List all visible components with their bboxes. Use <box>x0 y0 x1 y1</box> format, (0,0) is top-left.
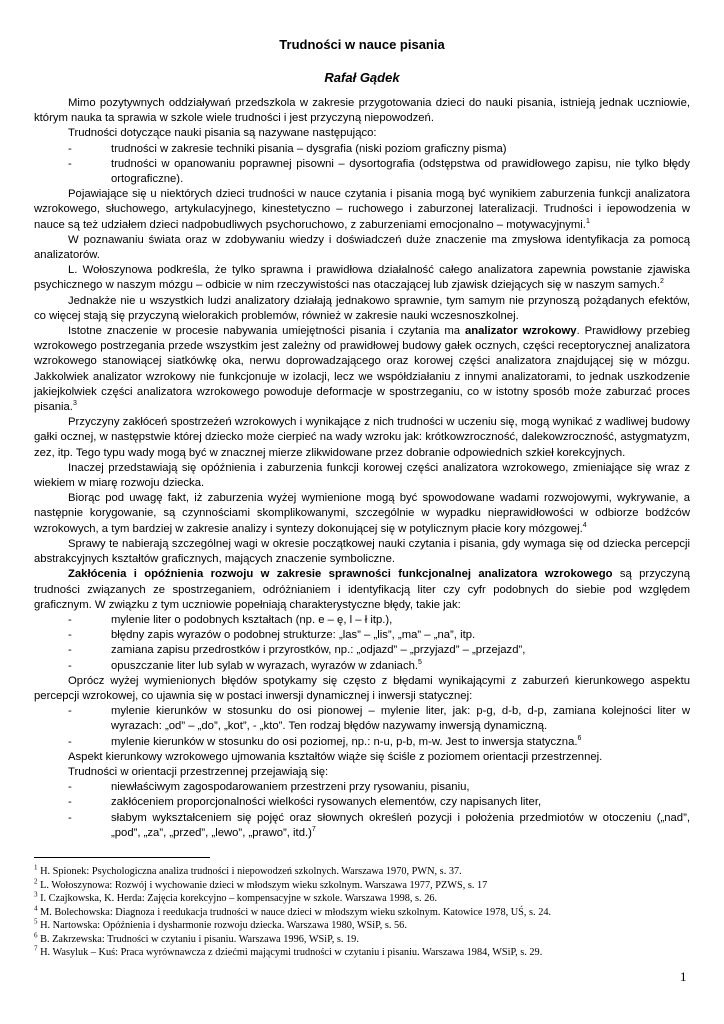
footnote-ref: 4 <box>582 521 587 529</box>
footnote: $^6$ B. Zakrzewska: Trudności w czytaniu i pisaniu. Warszawa 1996, WSiP, s. 19. <box>34 931 359 945</box>
page-number: 1 <box>680 969 687 984</box>
footnote-ref: 3 <box>72 400 77 408</box>
list-item: - trudności w opanowaniu poprawnej pisowni – dysortografia (odstępstwa od prawidłowego zapisu, nie tylko błędy ortograficzne). <box>34 157 690 187</box>
paragraph: Sprawy te nabierają szczególnej wagi w okresie początkowej nauki czytania i pisania, gdy wymaga się od dziecka percepcji abstrakcyjnych kształtów graficznych, mających znaczenie symboliczne. <box>34 537 690 566</box>
footnote: $^7$ H. Wasyluk – Kuś: Praca wyrównawcza z dziećmi mającymi trudności w czytaniu i pisaniu. Warszawa 1984, WSiP, s. 29. <box>34 944 543 958</box>
list-item: - mylenie kierunków w stosunku do osi poziomej, np.: n-u, p-b, m-w. Jest to inwersja statyczna.$^6$ <box>34 735 690 750</box>
list-item: - niewłaściwym zagospodarowaniem przestrzeni przy rysowaniu, pisaniu, <box>34 780 690 795</box>
paragraph: Aspekt kierunkowy wzrokowego ujmowania kształtów wiąże się ściśle z poziomem orientacji przestrzennej. <box>68 750 603 763</box>
list-item: - trudności w zakresie techniki pisania – dysgrafia (niski poziom graficzny pisma) <box>34 142 690 157</box>
footnote-number: 5 <box>34 917 38 926</box>
paragraph: Jednakże nie u wszystkich ludzi analizatory działają jednakowo sprawnie, tym samym nie przynoszą pożądanych efektów, co więcej stają się przyczyną wielorakich problemów, również w zakresie nauki wczesnoszkolnej. <box>34 294 690 322</box>
paragraph: L. Wołoszynowa podkreśla, że tylko sprawna i prawidłowa działalność całego analizatora zapewnia powstanie zjawiska psychicznego w naszym mózgu – odbicie w nim rzeczywistości nas otaczającej lub zjawisk dziejących się w naszym samych.$^2$ <box>34 264 690 292</box>
paragraph: Inaczej przedstawiają się opóźnienia i zaburzenia funkcji korowej części analizatora wzrokowego, zmieniające się wraz z wiekiem w miarę rozwoju dziecka. <box>34 461 690 490</box>
footnote: $^1$ H. Spionek: Psychologiczna analiza trudności i niepowodzeń szkolnych. Warszawa 1970, PWN, s. 37. <box>34 863 462 877</box>
paragraph: Przyczyny zakłóceń spostrzeżeń wzrokowych i wynikające z nich trudności w uczeniu się, mogą wynikać z wadliwej budowy gałki ocznej, w następstwie której dziecko może cierpieć na wady wzroku jak: krótkowzroczność, dalekowzroczność, astygmatyzm, zez, itp. Tego typu wady mogą być w znacznej mierze zlikwidowane przez dobranie odpowiednich szkieł korekcyjnych. <box>34 416 690 459</box>
footnote: $^2$ L. Wołoszynowa: Rozwój i wychowanie dzieci w młodszym wieku szkolnym. Warszawa 1977, PZWS, s. 17 <box>34 877 488 891</box>
footnote-number: 3 <box>34 890 38 899</box>
paragraph: W poznawaniu świata oraz w zdobywaniu wiedzy i doświadczeń duże znaczenie ma zmysłowa identyfikacja za pomocą analizatorów. <box>34 233 690 262</box>
document-title: Trudności w nauce pisania <box>279 37 445 52</box>
footnote: $^5$ H. Nartowska: Opóźnienia i dysharmonie rozwoju dziecka. Warszawa 1980, WSiP, s. 56. <box>34 917 407 931</box>
footnote-ref: 5 <box>418 658 422 666</box>
bold-term: Zakłócenia i opóźnienia rozwoju w zakresie sprawności funkcjonalnej analizatora wzrokowego <box>68 568 613 581</box>
footnote-number: 2 <box>34 877 38 886</box>
bold-term: analizator wzrokowy <box>464 325 577 338</box>
list-item: - mylenie liter o podobnych kształtach (np. e – ę, l – ł itp.), <box>34 613 690 628</box>
footnote-number: 6 <box>34 931 38 940</box>
footnote-ref: 2 <box>659 278 664 286</box>
list-item: - mylenie kierunków w stosunku do osi pionowej – mylenie liter, jak: p-g, d-b, d-p, zamiana kolejności liter w wyrazach: „od” – „do”, „kot”, - „kto”. Ten rodzaj błędów nazywamy inwersją dynamiczną. <box>34 704 690 734</box>
footnotes <box>34 865 690 960</box>
footnote-separator <box>34 857 210 858</box>
document-body <box>34 96 690 841</box>
footnote-ref: 6 <box>577 734 582 742</box>
list-item: - błędny zapis wyrazów o podobnej strukturze: „las” – „lis”, „ma” – „na”, itp. <box>34 628 690 643</box>
footnote: $^3$ I. Czajkowska, K. Herda: Zajęcia korekcyjno – kompensacyjne w szkole. Warszawa 1998, s. 26. <box>34 890 438 904</box>
paragraph: Mimo pozytywnych oddziaływań przedszkola w zakresie przygotowania dzieci do nauki pisania, istnieją jednak uczniowie, którym nauka ta sprawia w szkole wiele trudności i jest przyczyną niepowodzeń. <box>34 97 690 125</box>
list-item: - zakłóceniem proporcjonalności wielkości rysowanych elementów, czy napisanych liter, <box>34 795 690 810</box>
footnote-number: 4 <box>34 904 38 913</box>
paragraph: Pojawiające się u niektórych dzieci trudności w nauce czytania i pisania mogą być wynikiem zaburzenia funkcji analizatora wzrokowego, słuchowego, artykulacyjnego, kinestetyczno – ruchowego i zaburzonej lateralizacji. Trudności i iepowodzenia w nauce są też udziałem dzieci nadpobudliwych psychoruchowo, z zaburzeniami emocjonalno – motywacyjnymi.$^1$ <box>34 188 690 231</box>
paragraph: Oprócz wyżej wymienionych błędów spotykamy się często z błędami wynikającymi z zaburzeń kierunkowego aspektu percepcji wzrokowej, co ujawnia się w postaci inwersji dynamicznej i inwersji statycznej: <box>34 674 690 702</box>
paragraph: Trudności dotyczące nauki pisania są nazywane następująco: <box>68 127 377 140</box>
paragraph: Trudności w orientacji przestrzennej przejawiają się: <box>68 765 329 778</box>
list-item: - zamiana zapisu przedrostków i przyrostków, np.: „odjazd” – „przyjazd” – „przejazd”, <box>34 643 690 658</box>
footnote-number: 1 <box>34 863 38 872</box>
footnote-number: 7 <box>34 944 38 953</box>
paragraph: Zakłócenia i opóźnienia rozwoju w zakresie sprawności funkcjonalnej analizatora wzrokowego są przyczyną trudności związanych ze spostrzeganiem, odróżnianiem i identyfikacją liter czy cyfr podobnych do siebie pod względem graficznym. W związku z tym uczniowie popełniają charakterystyczne błędy, takie jak: <box>34 568 691 611</box>
footnote-ref: 7 <box>311 825 316 833</box>
list-item: - opuszczanie liter lub sylab w wyrazach, wyrazów w zdaniach.$^5$ <box>34 659 690 674</box>
footnote: $^4$ M. Bolechowska: Diagnoza i reedukacja trudności w nauce dzieci w młodszym wieku szkolnym. Katowice 1978, UŚ, s. 24. <box>34 904 552 918</box>
footnote-ref: 1 <box>585 217 590 225</box>
list-item: - słabym wykształceniem się pojęć oraz słownych określeń pozycji i położenia przedmiotów w otoczeniu („nad”, „pod”, „za”, „przed”, „lewo”, „prawo”, itd.)$^7$ <box>34 811 690 841</box>
paragraph: Biorąc pod uwagę fakt, iż zaburzenia wyżej wymienione mogą być spowodowane wadami rozwojowymi, wykrywanie, a następnie korygowanie, są czynnościami skomplikowanymi, szczególnie w wypadku nieprawidłowości w odbiorze bodźców wzrokowych, a tym bardziej w zakresie analizy i syntezy dokonującej się w potylicznym płacie kory mózgowej.$^4$ <box>34 492 690 535</box>
paragraph: Istotne znaczenie w procesie nabywania umiejętności pisania i czytania ma analizator wzrokowy. Prawidłowy przebieg wzrokowego postrzegania przede wszystkim jest zależny od prawidłowej budowy gałek ocznych, części receptorycznej analizatora wzrokowego stanowiącej siatkówkę oka, nerwu doprowadzającego oraz korowej części analizatora znajdującej się w mózgu. Jakkolwiek analizator wzrokowy nie funkcjonuje w izolacji, lecz we współdziałaniu z innymi analizatorami, to jednak uszkodzenie jakiejkolwiek części analizatora wzrokowego powoduje deformacje w spostrzeganiu, co w istotny sposób może zaburzać proces pisania.$^3$ <box>34 325 690 414</box>
document-author: Rafał Gądek <box>324 70 400 85</box>
